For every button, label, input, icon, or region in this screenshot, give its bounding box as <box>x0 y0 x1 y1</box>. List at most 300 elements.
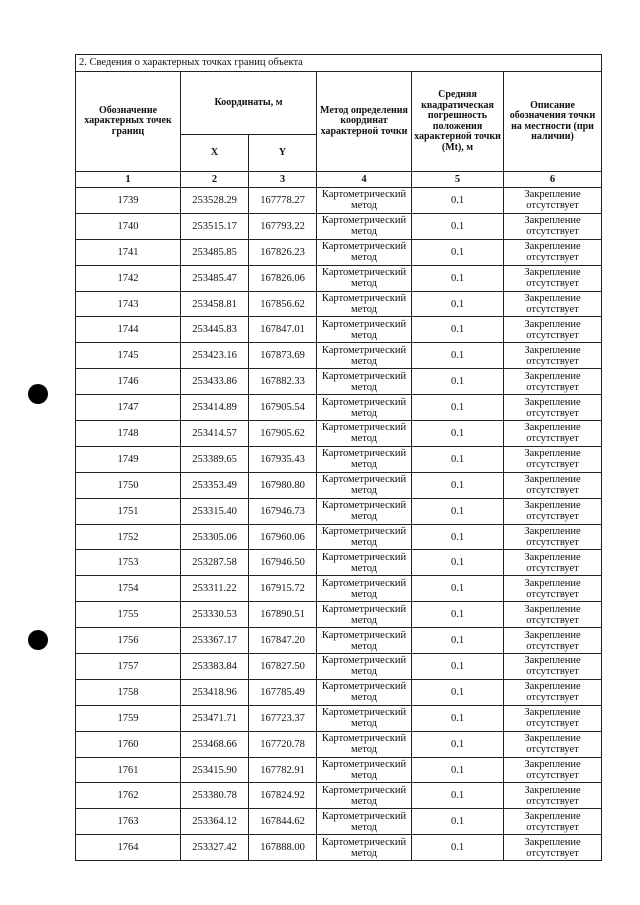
description-line: Закрепление <box>524 603 581 615</box>
table-row <box>76 239 602 265</box>
description-line: отсутствует <box>526 407 579 419</box>
method-line: метод <box>350 770 378 782</box>
y-coordinate-cell: 167935.43 <box>249 446 317 472</box>
punch-hole <box>28 630 48 650</box>
method-line: Картометрический <box>321 526 407 537</box>
header-description: Описание обозначения точки на местности (при наличии) <box>504 72 602 172</box>
method-cell <box>317 654 412 680</box>
description-cell <box>504 317 602 343</box>
description-cell <box>504 524 602 550</box>
error-cell: 0.1 <box>412 317 504 343</box>
description-cell <box>504 705 602 731</box>
error-cell: 0.1 <box>412 550 504 576</box>
method-line: метод <box>350 329 378 341</box>
point-number-cell: 1745 <box>76 343 181 369</box>
method-line: Картометрический <box>321 836 407 848</box>
description-cell <box>504 395 602 421</box>
description-line: Закрепление <box>524 500 581 512</box>
method-line: Картометрический <box>321 318 407 330</box>
y-coordinate-cell: 167827.50 <box>249 654 317 680</box>
method-cell <box>317 809 412 835</box>
method-line: метод <box>350 588 378 600</box>
method-line: метод <box>350 433 378 445</box>
method-line: метод <box>350 407 378 419</box>
description-line: отсутствует <box>526 640 579 652</box>
description-line: Закрепление <box>524 784 581 796</box>
description-line: отсутствует <box>526 433 579 445</box>
description-line: отсутствует <box>526 278 579 290</box>
column-number: 4 <box>317 172 412 188</box>
point-number-cell: 1756 <box>76 628 181 654</box>
method-line: метод <box>350 278 378 290</box>
method-cell <box>317 446 412 472</box>
method-line: Картометрический <box>321 603 407 615</box>
error-cell: 0.1 <box>412 446 504 472</box>
method-line: метод <box>350 485 378 497</box>
x-coordinate-cell: 253485.47 <box>181 265 249 291</box>
method-cell <box>317 576 412 602</box>
description-line: Закрепление <box>524 526 581 537</box>
method-cell <box>317 213 412 239</box>
y-coordinate-cell: 167980.80 <box>249 472 317 498</box>
method-line: Картометрический <box>321 267 407 279</box>
method-cell <box>317 395 412 421</box>
x-coordinate-cell: 253389.65 <box>181 446 249 472</box>
method-line: метод <box>350 614 378 626</box>
description-line: Закрепление <box>524 215 581 227</box>
y-coordinate-cell: 167778.27 <box>249 188 317 214</box>
table-row <box>76 265 602 291</box>
table-row <box>76 757 602 783</box>
point-number-cell: 1752 <box>76 524 181 550</box>
description-line: Закрепление <box>524 681 581 693</box>
method-line: Картометрический <box>321 474 407 486</box>
description-cell <box>504 550 602 576</box>
description-line: Закрепление <box>524 448 581 460</box>
error-cell: 0.1 <box>412 679 504 705</box>
table-row <box>76 809 602 835</box>
description-cell <box>504 783 602 809</box>
method-cell <box>317 524 412 550</box>
x-coordinate-cell: 253383.84 <box>181 654 249 680</box>
method-line: метод <box>350 744 378 756</box>
error-cell: 0.1 <box>412 576 504 602</box>
description-line: отсутствует <box>526 614 579 626</box>
method-cell <box>317 343 412 369</box>
header-coordinates: Координаты, м <box>181 72 317 135</box>
x-coordinate-cell: 253353.49 <box>181 472 249 498</box>
table-row <box>76 421 602 447</box>
error-cell: 0.1 <box>412 731 504 757</box>
description-line: Закрепление <box>524 422 581 434</box>
x-coordinate-cell: 253415.90 <box>181 757 249 783</box>
x-coordinate-cell: 253367.17 <box>181 628 249 654</box>
table-row <box>76 472 602 498</box>
x-coordinate-cell: 253433.86 <box>181 369 249 395</box>
method-line: метод <box>350 821 378 833</box>
method-line: Картометрический <box>321 215 407 227</box>
description-line: отсутствует <box>526 304 579 315</box>
y-coordinate-cell: 167847.20 <box>249 628 317 654</box>
method-cell <box>317 757 412 783</box>
method-line: метод <box>350 795 378 807</box>
column-number: 1 <box>76 172 181 188</box>
point-number-cell: 1757 <box>76 654 181 680</box>
table-row <box>76 731 602 757</box>
point-number-cell: 1759 <box>76 705 181 731</box>
error-cell: 0.1 <box>412 783 504 809</box>
description-line: отсутствует <box>526 226 579 238</box>
error-cell: 0.1 <box>412 705 504 731</box>
table-body <box>76 188 602 861</box>
table-row <box>76 317 602 343</box>
description-cell <box>504 291 602 317</box>
description-line: Закрепление <box>524 318 581 330</box>
description-line: Закрепление <box>524 810 581 822</box>
method-cell <box>317 783 412 809</box>
error-cell: 0.1 <box>412 265 504 291</box>
method-line: Картометрический <box>321 370 407 382</box>
description-line: отсутствует <box>526 718 579 730</box>
method-line: метод <box>350 847 378 859</box>
table-row <box>76 524 602 550</box>
method-line: метод <box>350 459 378 471</box>
table-row <box>76 369 602 395</box>
error-cell: 0.1 <box>412 524 504 550</box>
description-line: Закрепление <box>524 551 581 563</box>
punch-hole <box>28 384 48 404</box>
header-point-designation: Обозначение характерных точек границ <box>76 72 181 172</box>
x-coordinate-cell: 253287.58 <box>181 550 249 576</box>
method-line: Картометрический <box>321 344 407 356</box>
error-cell: 0.1 <box>412 498 504 524</box>
point-number-cell: 1741 <box>76 239 181 265</box>
boundary-points-table <box>75 54 602 861</box>
description-line: отсутствует <box>526 459 579 471</box>
point-number-cell: 1744 <box>76 317 181 343</box>
description-line: отсутствует <box>526 821 579 833</box>
header-mean-square-error: Средняя квадратическая погрешность положения характерной точки (Mt), м <box>412 72 504 172</box>
description-cell <box>504 421 602 447</box>
method-cell <box>317 291 412 317</box>
column-number: 2 <box>181 172 249 188</box>
section-title: 2. Сведения о характерных точках границ объекта <box>76 55 602 72</box>
description-line: Закрепление <box>524 655 581 667</box>
method-cell <box>317 679 412 705</box>
y-coordinate-cell: 167946.73 <box>249 498 317 524</box>
point-number-cell: 1761 <box>76 757 181 783</box>
description-cell <box>504 369 602 395</box>
point-number-cell: 1763 <box>76 809 181 835</box>
column-number: 3 <box>249 172 317 188</box>
point-number-cell: 1750 <box>76 472 181 498</box>
point-number-cell: 1751 <box>76 498 181 524</box>
method-line: Картометрический <box>321 707 407 719</box>
description-line: Закрепление <box>524 836 581 848</box>
error-cell: 0.1 <box>412 188 504 214</box>
point-number-cell: 1749 <box>76 446 181 472</box>
description-cell <box>504 213 602 239</box>
y-coordinate-cell: 167826.23 <box>249 239 317 265</box>
description-cell <box>504 809 602 835</box>
description-line: отсутствует <box>526 847 579 859</box>
y-coordinate-cell: 167905.54 <box>249 395 317 421</box>
description-line: Закрепление <box>524 577 581 589</box>
method-line: метод <box>350 511 378 523</box>
table-row <box>76 188 602 214</box>
description-line: Закрепление <box>524 629 581 641</box>
description-cell <box>504 731 602 757</box>
method-line: Картометрический <box>321 577 407 589</box>
description-cell <box>504 602 602 628</box>
y-coordinate-cell: 167890.51 <box>249 602 317 628</box>
y-coordinate-cell: 167826.06 <box>249 265 317 291</box>
method-line: метод <box>350 226 378 238</box>
method-line: Картометрический <box>321 733 407 745</box>
method-line: Картометрический <box>321 448 407 460</box>
method-line: метод <box>350 537 378 549</box>
description-cell <box>504 265 602 291</box>
table-row <box>76 835 602 861</box>
x-coordinate-cell: 253515.17 <box>181 213 249 239</box>
y-coordinate-cell: 167782.91 <box>249 757 317 783</box>
point-number-cell: 1747 <box>76 395 181 421</box>
error-cell: 0.1 <box>412 809 504 835</box>
table-row <box>76 602 602 628</box>
y-coordinate-cell: 167960.06 <box>249 524 317 550</box>
x-coordinate-cell: 253327.42 <box>181 835 249 861</box>
table-row <box>76 628 602 654</box>
method-cell <box>317 317 412 343</box>
method-line: Картометрический <box>321 759 407 771</box>
x-coordinate-cell: 253364.12 <box>181 809 249 835</box>
method-cell <box>317 550 412 576</box>
method-cell <box>317 602 412 628</box>
description-line: отсутствует <box>526 588 579 600</box>
method-line: Картометрический <box>321 422 407 434</box>
method-line: Картометрический <box>321 629 407 641</box>
description-line: отсутствует <box>526 770 579 782</box>
description-line: Закрепление <box>524 189 581 201</box>
method-cell <box>317 369 412 395</box>
method-line: Картометрический <box>321 784 407 796</box>
header-x: X <box>181 135 249 172</box>
error-cell: 0.1 <box>412 343 504 369</box>
description-line: Закрепление <box>524 707 581 719</box>
method-cell <box>317 705 412 731</box>
description-line: отсутствует <box>526 511 579 523</box>
x-coordinate-cell: 253311.22 <box>181 576 249 602</box>
method-cell <box>317 628 412 654</box>
description-cell <box>504 679 602 705</box>
x-coordinate-cell: 253414.57 <box>181 421 249 447</box>
x-coordinate-cell: 253468.66 <box>181 731 249 757</box>
y-coordinate-cell: 167793.22 <box>249 213 317 239</box>
description-cell <box>504 628 602 654</box>
point-number-cell: 1740 <box>76 213 181 239</box>
method-line: Картометрический <box>321 655 407 667</box>
point-number-cell: 1764 <box>76 835 181 861</box>
method-cell <box>317 239 412 265</box>
point-number-cell: 1748 <box>76 421 181 447</box>
method-line: метод <box>350 692 378 704</box>
x-coordinate-cell: 253423.16 <box>181 343 249 369</box>
point-number-cell: 1739 <box>76 188 181 214</box>
table-row <box>76 679 602 705</box>
description-line: Закрепление <box>524 292 581 304</box>
table-row <box>76 498 602 524</box>
error-cell: 0.1 <box>412 291 504 317</box>
description-line: отсутствует <box>526 537 579 549</box>
method-cell <box>317 835 412 861</box>
table-row <box>76 783 602 809</box>
table-row <box>76 395 602 421</box>
x-coordinate-cell: 253528.29 <box>181 188 249 214</box>
table-row <box>76 343 602 369</box>
description-line: Закрепление <box>524 241 581 253</box>
description-line: отсутствует <box>526 252 579 264</box>
description-line: Закрепление <box>524 733 581 745</box>
column-number: 5 <box>412 172 504 188</box>
method-cell <box>317 472 412 498</box>
description-cell <box>504 654 602 680</box>
x-coordinate-cell: 253471.71 <box>181 705 249 731</box>
point-number-cell: 1754 <box>76 576 181 602</box>
description-cell <box>504 343 602 369</box>
description-line: отсутствует <box>526 200 579 212</box>
description-line: Закрепление <box>524 344 581 356</box>
description-line: Закрепление <box>524 396 581 408</box>
description-line: Закрепление <box>524 370 581 382</box>
error-cell: 0.1 <box>412 213 504 239</box>
method-line: метод <box>350 562 378 574</box>
description-line: отсутствует <box>526 329 579 341</box>
x-coordinate-cell: 253380.78 <box>181 783 249 809</box>
header-y: Y <box>249 135 317 172</box>
x-coordinate-cell: 253414.89 <box>181 395 249 421</box>
y-coordinate-cell: 167856.62 <box>249 291 317 317</box>
header-method: Метод определения координат характерной точки <box>317 72 412 172</box>
table-row <box>76 213 602 239</box>
y-coordinate-cell: 167873.69 <box>249 343 317 369</box>
description-line: отсутствует <box>526 355 579 367</box>
point-number-cell: 1753 <box>76 550 181 576</box>
table-row <box>76 576 602 602</box>
description-cell <box>504 472 602 498</box>
description-line: отсутствует <box>526 666 579 678</box>
error-cell: 0.1 <box>412 757 504 783</box>
description-line: отсутствует <box>526 744 579 756</box>
column-number: 6 <box>504 172 602 188</box>
method-line: Картометрический <box>321 810 407 822</box>
x-coordinate-cell: 253330.53 <box>181 602 249 628</box>
error-cell: 0.1 <box>412 654 504 680</box>
description-line: отсутствует <box>526 562 579 574</box>
description-line: отсутствует <box>526 381 579 393</box>
method-line: метод <box>350 200 378 212</box>
point-number-cell: 1758 <box>76 679 181 705</box>
method-line: Картометрический <box>321 241 407 253</box>
y-coordinate-cell: 167720.78 <box>249 731 317 757</box>
description-cell <box>504 757 602 783</box>
method-line: метод <box>350 381 378 393</box>
method-line: метод <box>350 718 378 730</box>
table-row <box>76 291 602 317</box>
table-row <box>76 654 602 680</box>
method-cell <box>317 188 412 214</box>
description-line: Закрепление <box>524 474 581 486</box>
point-number-cell: 1742 <box>76 265 181 291</box>
method-line: метод <box>350 304 378 315</box>
point-number-cell: 1743 <box>76 291 181 317</box>
point-number-cell: 1755 <box>76 602 181 628</box>
x-coordinate-cell: 253305.06 <box>181 524 249 550</box>
table-row <box>76 705 602 731</box>
method-line: метод <box>350 666 378 678</box>
x-coordinate-cell: 253458.81 <box>181 291 249 317</box>
description-cell <box>504 239 602 265</box>
method-line: Картометрический <box>321 551 407 563</box>
point-number-cell: 1746 <box>76 369 181 395</box>
point-number-cell: 1760 <box>76 731 181 757</box>
error-cell: 0.1 <box>412 602 504 628</box>
y-coordinate-cell: 167882.33 <box>249 369 317 395</box>
error-cell: 0.1 <box>412 472 504 498</box>
method-cell <box>317 498 412 524</box>
y-coordinate-cell: 167844.62 <box>249 809 317 835</box>
table-row <box>76 550 602 576</box>
method-line: Картометрический <box>321 500 407 512</box>
method-line: метод <box>350 640 378 652</box>
method-line: метод <box>350 252 378 264</box>
error-cell: 0.1 <box>412 628 504 654</box>
y-coordinate-cell: 167847.01 <box>249 317 317 343</box>
description-cell <box>504 576 602 602</box>
method-line: метод <box>350 355 378 367</box>
error-cell: 0.1 <box>412 421 504 447</box>
error-cell: 0.1 <box>412 835 504 861</box>
point-number-cell: 1762 <box>76 783 181 809</box>
y-coordinate-cell: 167785.49 <box>249 679 317 705</box>
description-cell <box>504 498 602 524</box>
error-cell: 0.1 <box>412 369 504 395</box>
method-line: Картометрический <box>321 681 407 693</box>
description-cell <box>504 835 602 861</box>
x-coordinate-cell: 253315.40 <box>181 498 249 524</box>
y-coordinate-cell: 167905.62 <box>249 421 317 447</box>
method-cell <box>317 421 412 447</box>
y-coordinate-cell: 167946.50 <box>249 550 317 576</box>
x-coordinate-cell: 253485.85 <box>181 239 249 265</box>
description-line: отсутствует <box>526 692 579 704</box>
method-cell <box>317 731 412 757</box>
description-line: отсутствует <box>526 485 579 497</box>
x-coordinate-cell: 253445.83 <box>181 317 249 343</box>
description-line: Закрепление <box>524 267 581 279</box>
description-cell <box>504 188 602 214</box>
error-cell: 0.1 <box>412 395 504 421</box>
error-cell: 0.1 <box>412 239 504 265</box>
method-line: Картометрический <box>321 189 407 201</box>
description-line: Закрепление <box>524 759 581 771</box>
y-coordinate-cell: 167824.92 <box>249 783 317 809</box>
description-cell <box>504 446 602 472</box>
method-line: Картометрический <box>321 292 407 304</box>
method-cell <box>317 265 412 291</box>
y-coordinate-cell: 167915.72 <box>249 576 317 602</box>
description-line: отсутствует <box>526 795 579 807</box>
y-coordinate-cell: 167723.37 <box>249 705 317 731</box>
